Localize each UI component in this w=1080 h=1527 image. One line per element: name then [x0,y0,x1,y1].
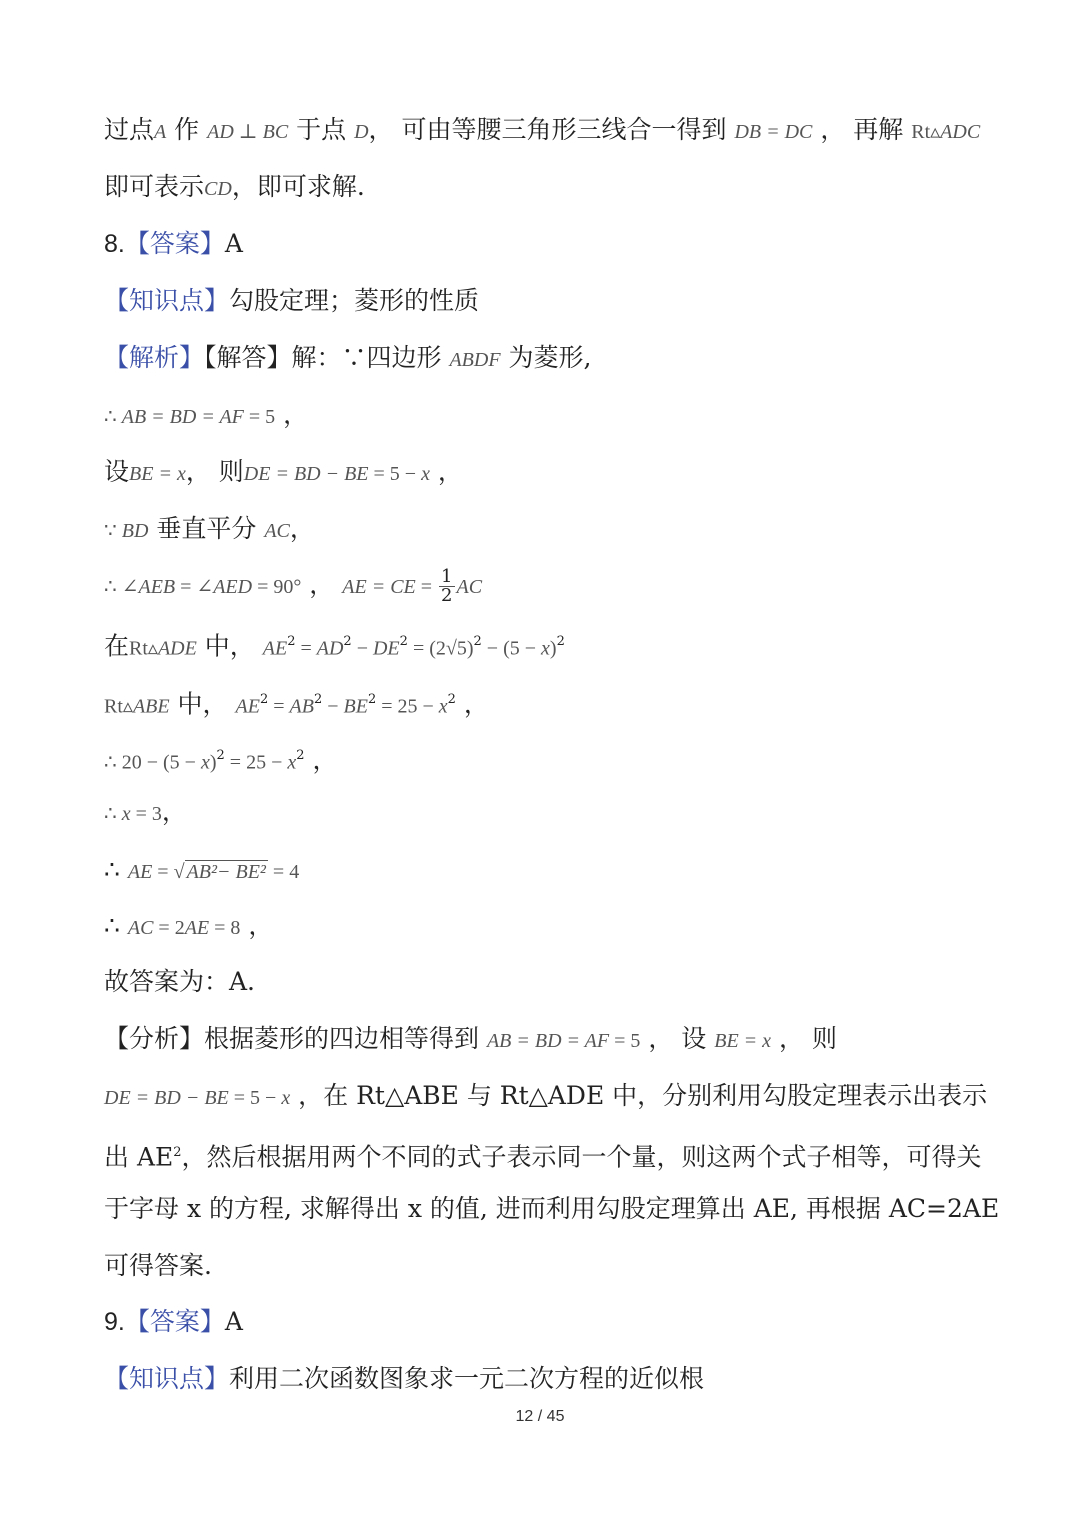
text-line [104,739,1020,779]
math-expression: AC [456,576,483,598]
text-run: ， [301,570,343,599]
superscript: 2 [343,634,352,649]
text-line [104,683,1020,723]
text-line [104,853,1020,889]
text-run: ， [429,457,463,486]
math-symbol: = [268,695,290,718]
math-expression: x [121,803,131,825]
text-run: 中， [169,689,236,719]
section-label: 【知识点】 [104,286,230,315]
math-expression: x [438,695,448,718]
math-symbol: ∵ [104,520,122,542]
text-run: ， [240,911,274,940]
text-run: ， [275,400,309,429]
math-expression: x [421,463,430,485]
text-line [104,1192,1020,1226]
math-symbol: ∴ 20 − (5 − [104,751,201,774]
text-line [104,1362,1020,1396]
math-expression: AE [235,695,260,718]
math-symbol: − [322,695,344,718]
math-expression: BD [121,520,149,542]
text-run: ∴ [104,911,128,940]
radicand: AB²− BE² [186,861,266,883]
math-symbol: ) [549,637,557,660]
math-expression: x [281,1087,291,1109]
text-run: ，即可求解. [231,172,365,201]
text-run: 垂直平分 [148,514,265,543]
text-line [104,625,1020,665]
text-line [104,568,1020,605]
text-run: ， [289,514,315,543]
text-run: ， 可由等腰三角形三线合一得到 [368,115,735,144]
text-run: 设 [104,457,130,486]
math-expression: AD [316,637,344,660]
text-run: ， [161,797,187,826]
text-run: 作 [166,115,208,144]
text-run: ， [455,689,489,719]
math-expression: DE = BD − BE [243,463,369,485]
math-expression: AE [184,917,210,939]
text-line [104,512,1020,548]
text-run: 可得答案. [104,1251,212,1280]
superscript: 2 [447,692,456,707]
math-symbol: ∴ ∠ [104,576,139,598]
text-run: ∴ [104,855,128,884]
math-symbol: = 25 − [376,695,439,718]
math-symbol: Rt▵ [129,637,158,660]
question-number: 9. [104,1308,125,1336]
text-line [104,1305,1020,1339]
text-line [104,965,1020,999]
math-symbol: = 3 [130,803,162,825]
superscript: 2 [473,634,482,649]
text-line [104,795,1020,831]
math-expression: DB = DC [734,121,813,143]
math-symbol: = 2 [153,917,185,939]
math-expression: ADE [157,637,197,660]
text-run: ，然后根据用两个不同的式子表示同一个量，则这两个式子相等，可得关 [181,1142,982,1172]
math-expression: AD ⊥ BC [207,121,289,143]
math-expression: AED [213,576,253,598]
math-symbol: = (2√5) [407,637,474,660]
text-line [104,170,1020,206]
text-run: 勾股定理；菱形的性质 [229,286,480,315]
math-expression: DE = BD − BE [104,1087,229,1109]
math-expression: BE = x [129,463,186,485]
math-symbol: = 5 − [228,1087,282,1109]
math-expression: AC [127,917,154,939]
math-symbol: = [295,637,317,660]
superscript: 2 [216,748,225,763]
math-symbol: − (5 − [481,637,542,660]
math-expression: x [541,637,550,660]
math-symbol: = [415,576,438,598]
superscript: 2 [287,634,296,649]
text-run: A [224,229,243,258]
superscript: 2 [367,692,377,707]
text-line [104,909,1020,945]
text-run: 【分析】根据菱形的四边相等得到 [104,1024,487,1053]
math-expression: ABDF [449,349,501,371]
text-line [104,1079,1020,1115]
math-expression: x [287,751,297,774]
math-symbol: = 4 [267,861,300,883]
page-number: 12 / 45 [515,1408,565,1425]
math-expression: AEB [138,576,176,598]
text-line [104,113,1020,149]
text-run: 即可表示 [104,172,205,201]
text-run: 故答案为：A. [104,967,256,996]
math-symbol: ) [209,751,217,774]
text-line [104,341,1020,377]
text-run: 于字母 x 的方程, 求解得出 x 的值, 进而利用勾股定理算出 AE, 再根据 AC=2AE [104,1194,1000,1223]
fraction: $\frac{1}{2}$ [441,566,453,606]
text-run: ， 则 [185,457,244,486]
math-symbol: = 25 − [224,751,288,774]
question-number: 8. [104,230,125,258]
text-line [104,1022,1020,1058]
math-symbol: Rt▵ [104,695,133,718]
math-expression: x [200,751,210,774]
math-expression: DE [372,637,400,660]
math-symbol: = ∠ [175,576,214,598]
section-label: 【知识点】 [104,1364,230,1393]
text-line [104,398,1020,434]
math-symbol: = 5 [243,406,276,428]
superscript: 2 [556,634,565,649]
superscript: 2 [173,1145,182,1160]
math-symbol: = 5 [609,1030,641,1052]
math-expression: D [354,121,369,143]
math-symbol: ∴ [104,803,122,825]
text-run: 过点 [104,115,155,144]
math-expression: BE = x [714,1030,772,1052]
text-line [104,1136,1020,1174]
text-run: ， 再解 [812,115,912,144]
text-run: ， 设 [640,1024,715,1053]
math-expression: ABE [132,695,170,718]
math-expression: BE [343,695,368,718]
math-expression: AE [262,637,288,660]
math-symbol: − [351,637,373,660]
math-expression: AB = BD = AF [486,1030,610,1052]
math-symbol: = 8 [209,917,241,939]
math-expression: A [154,121,167,143]
text-run: ， 则 [771,1024,837,1053]
superscript: 2 [313,692,323,707]
text-run: 在 [104,631,130,661]
math-symbol: Rt▵ [911,121,941,143]
math-expression: AE = CE [342,576,416,598]
math-expression: CD [204,178,232,200]
text-run: 于点 [288,115,355,144]
superscript: 2 [296,748,305,763]
section-label: 【答案】 [124,229,225,258]
math-expression: AE [127,861,153,883]
math-symbol: = 90° [252,576,302,598]
text-line [104,1249,1020,1283]
math-expression: ADC [940,121,981,143]
section-label: 【答案】 [124,1307,225,1336]
text-run: A [224,1307,243,1336]
math-expression: AB [289,695,314,718]
text-run: 中， [196,631,263,661]
section-label: 【解析】 [104,343,205,372]
math-symbol: = 5 − [368,463,422,485]
text-run: 【解答】解：∵四边形 [204,343,450,372]
math-symbol: ∴ [104,406,122,428]
superscript: 2 [259,692,269,707]
math-expression: AB = BD = AF [121,406,244,428]
text-run: ， [304,745,338,775]
text-run: 为菱形, [500,343,592,372]
superscript: 2 [399,634,408,649]
text-run: 利用二次函数图象求一元二次方程的近似根 [229,1364,705,1393]
text-line [104,227,1020,261]
math-expression: AC [264,520,290,542]
text-line [104,455,1020,491]
text-line [104,284,1020,318]
math-symbol: = √ [152,861,185,883]
text-run: ，在 Rt△ABE 与 Rt△ADE 中，分别利用勾股定理表示出表示 [290,1081,988,1110]
text-run: 出 AE [104,1142,174,1172]
